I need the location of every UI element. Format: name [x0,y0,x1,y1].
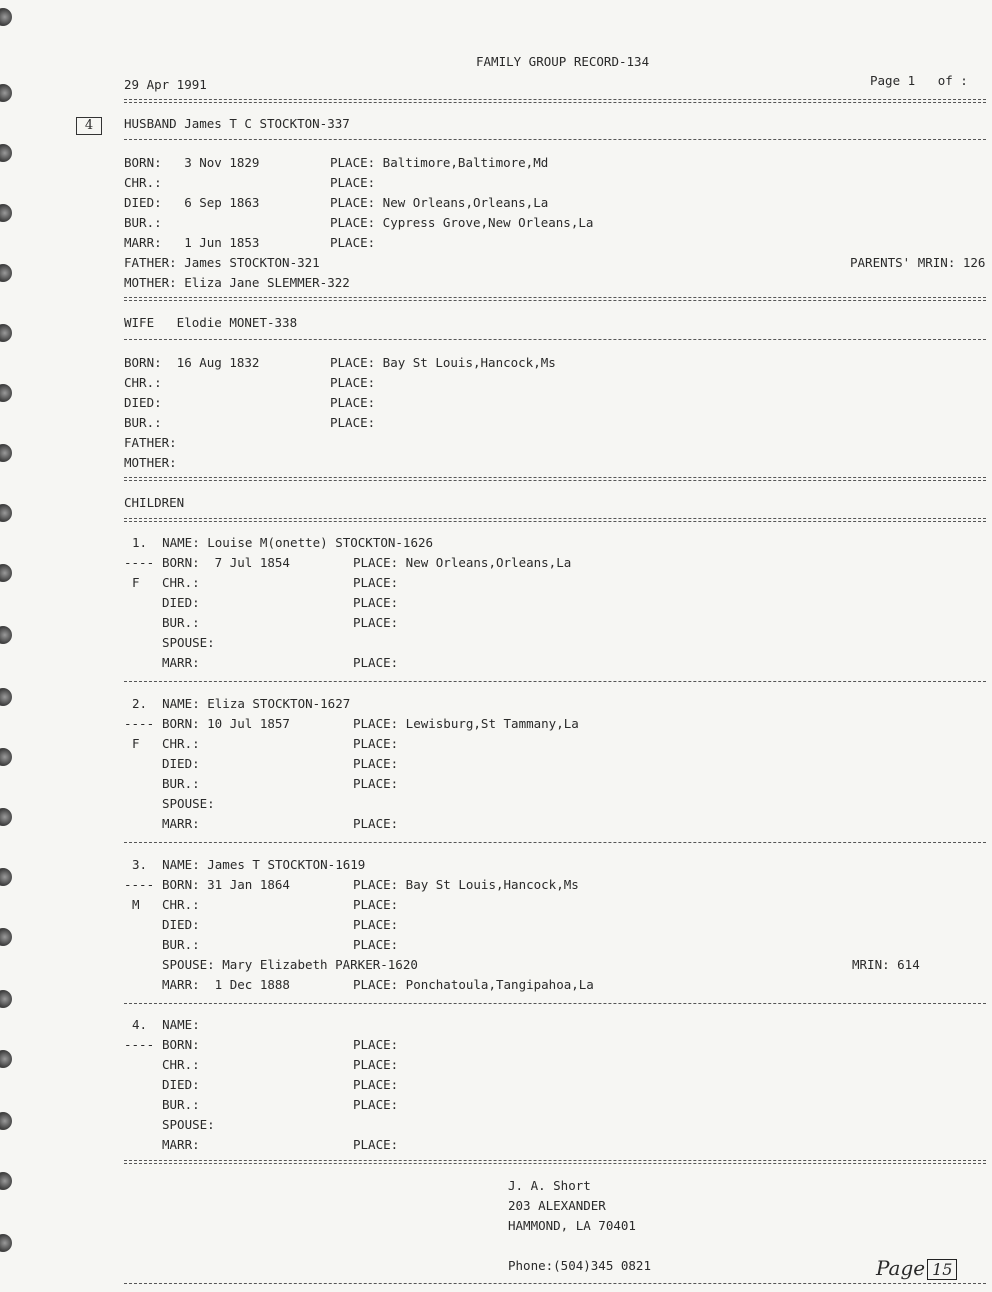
child-bur: BUR.: [162,937,200,952]
child-born-place: PLACE: Lewisburg,St Tammany,La [353,716,579,731]
binder-hole [0,264,12,282]
binder-hole [0,626,12,644]
preparer-phone: Phone:(504)345 0821 [508,1258,651,1273]
child-marr: MARR: [162,816,200,831]
wife-bur: BUR.: [124,415,162,430]
child-sex: M [132,897,140,912]
binder-hole [0,144,12,162]
child-chr-place: PLACE: [353,897,399,912]
husband-chr-place: PLACE: [330,175,376,190]
child-chr-place: PLACE: [353,575,399,590]
binder-hole [0,8,12,26]
binder-hole [0,1234,12,1252]
binder-hole [0,1172,12,1190]
binder-hole [0,688,12,706]
print-date: 29 Apr 1991 [124,77,207,92]
child-name: 1. NAME: Louise M(onette) STOCKTON-1626 [132,535,434,550]
binder-hole [0,808,12,826]
husband-born: BORN: 3 Nov 1829 [124,155,260,170]
binder-hole [0,84,12,102]
wife-died-place: PLACE: [330,395,376,410]
child-marr-place: PLACE: [353,655,399,670]
single-rule [124,139,986,140]
child-bur: BUR.: [162,1097,200,1112]
child-died: DIED: [162,917,200,932]
double-rule [124,518,986,522]
child-name: 2. NAME: Eliza STOCKTON-1627 [132,696,351,711]
husband-died: DIED: 6 Sep 1863 [124,195,260,210]
child-died: DIED: [162,595,200,610]
binder-hole [0,1112,12,1130]
handwritten-page-mark [876,1256,957,1280]
child-bur-place: PLACE: [353,937,399,952]
margin-mark: 4 [76,117,102,135]
double-rule [124,477,986,481]
wife-died: DIED: [124,395,162,410]
husband-mother: MOTHER: Eliza Jane SLEMMER-322 [124,275,350,290]
wife-born: BORN: 16 Aug 1832 [124,355,260,370]
child-born: BORN: [162,1037,200,1052]
wife-line: WIFE Elodie MONET-338 [124,315,298,330]
child-died: DIED: [162,756,200,771]
child-dash: ---- [124,555,155,570]
child-died-place: PLACE: [353,756,399,771]
child-died-place: PLACE: [353,917,399,932]
child-bur-place: PLACE: [353,615,399,630]
child-marr-place: PLACE: Ponchatoula,Tangipahoa,La [353,977,594,992]
child-dash: ---- [124,1037,155,1052]
husband-marr: MARR: 1 Jun 1853 [124,235,260,250]
child-marr-place: PLACE: [353,816,399,831]
child-chr: CHR.: [162,1057,200,1072]
binder-hole [0,324,12,342]
child-born: BORN: 7 Jul 1854 [162,555,290,570]
husband-born-place: PLACE: Baltimore,Baltimore,Md [330,155,549,170]
preparer-city: HAMMOND, LA 70401 [508,1218,636,1233]
child-marr: MARR: [162,655,200,670]
binder-hole [0,384,12,402]
child-sex: F [132,736,140,751]
single-rule [124,842,986,843]
wife-father: FATHER: [124,435,177,450]
child-died-place: PLACE: [353,1077,399,1092]
single-rule [124,681,986,682]
double-rule [124,1160,986,1164]
child-chr-place: PLACE: [353,1057,399,1072]
single-rule [124,1003,986,1004]
child-chr: CHR.: [162,897,200,912]
husband-line: HUSBAND James T C STOCKTON-337 [124,116,350,131]
child-bur: BUR.: [162,615,200,630]
child-spouse: SPOUSE: Mary Elizabeth PARKER-1620 [162,957,418,972]
child-died: DIED: [162,1077,200,1092]
handwritten-word: Page [876,1256,926,1280]
handwritten-page-number: 15 [927,1259,957,1280]
husband-died-place: PLACE: New Orleans,Orleans,La [330,195,549,210]
husband-bur: BUR.: [124,215,162,230]
single-rule [124,1283,986,1284]
child-mrin: MRIN: 614 [852,957,920,972]
binder-hole [0,504,12,522]
parents-mrin: PARENTS' MRIN: 126 [850,255,986,270]
child-spouse: SPOUSE: [162,1117,215,1132]
child-bur: BUR.: [162,776,200,791]
binder-hole [0,990,12,1008]
child-dash: ---- [124,716,155,731]
child-bur-place: PLACE: [353,776,399,791]
child-died-place: PLACE: [353,595,399,610]
child-born-place: PLACE: Bay St Louis,Hancock,Ms [353,877,579,892]
child-marr: MARR: 1 Dec 1888 [162,977,290,992]
husband-bur-place: PLACE: Cypress Grove,New Orleans,La [330,215,594,230]
child-born: BORN: 10 Jul 1857 [162,716,290,731]
child-name: 3. NAME: James T STOCKTON-1619 [132,857,366,872]
double-rule [124,99,986,103]
wife-bur-place: PLACE: [330,415,376,430]
child-born: BORN: 31 Jan 1864 [162,877,290,892]
preparer-name: J. A. Short [508,1178,591,1193]
single-rule [124,339,986,340]
husband-chr: CHR.: [124,175,162,190]
child-name: 4. NAME: [132,1017,200,1032]
children-heading: CHILDREN [124,495,185,510]
binder-hole [0,928,12,946]
child-born-place: PLACE: [353,1037,399,1052]
child-marr-place: PLACE: [353,1137,399,1152]
child-sex: F [132,575,140,590]
child-spouse: SPOUSE: [162,796,215,811]
record-title: FAMILY GROUP RECORD-134 [476,54,650,69]
wife-chr-place: PLACE: [330,375,376,390]
husband-marr-place: PLACE: [330,235,376,250]
binder-hole [0,868,12,886]
child-chr: CHR.: [162,736,200,751]
wife-born-place: PLACE: Bay St Louis,Hancock,Ms [330,355,556,370]
double-rule [124,297,986,301]
binder-hole [0,748,12,766]
husband-father: FATHER: James STOCKTON-321 [124,255,320,270]
binder-hole [0,564,12,582]
binder-hole [0,1050,12,1068]
preparer-street: 203 ALEXANDER [508,1198,606,1213]
wife-chr: CHR.: [124,375,162,390]
child-spouse: SPOUSE: [162,635,215,650]
child-chr-place: PLACE: [353,736,399,751]
child-marr: MARR: [162,1137,200,1152]
binder-hole [0,204,12,222]
wife-mother: MOTHER: [124,455,177,470]
page-number: Page 1 of : [870,73,968,88]
child-born-place: PLACE: New Orleans,Orleans,La [353,555,572,570]
child-chr: CHR.: [162,575,200,590]
binder-hole [0,444,12,462]
child-bur-place: PLACE: [353,1097,399,1112]
child-dash: ---- [124,877,155,892]
